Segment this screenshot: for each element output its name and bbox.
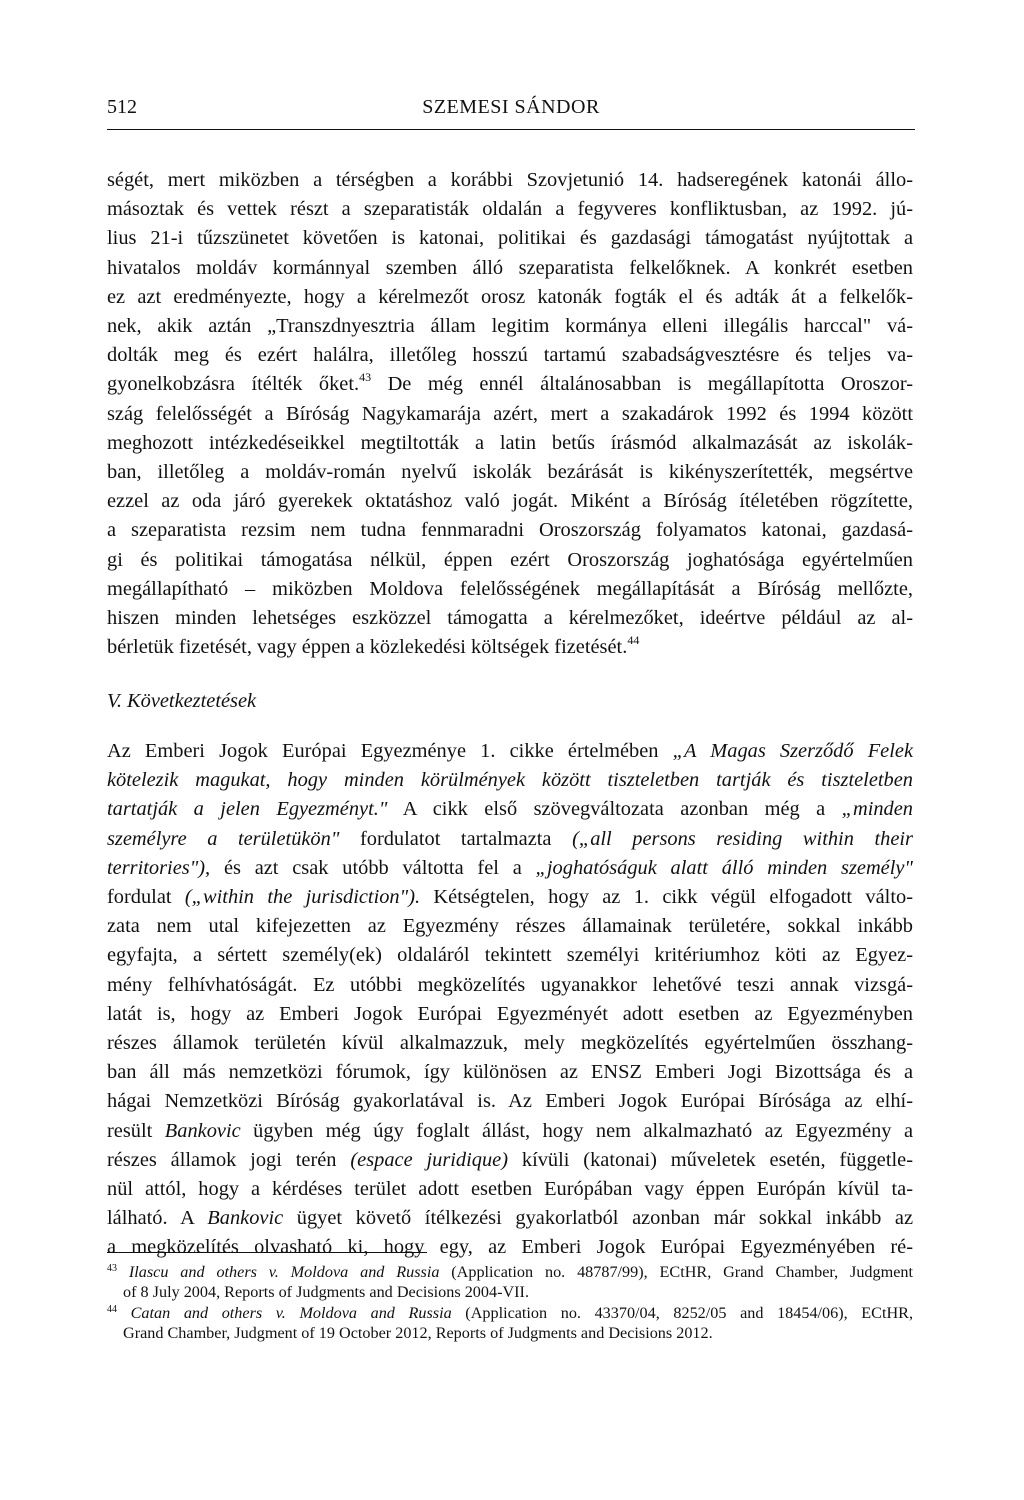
text-line: zata nem utal kifejezetten az Egyezmény részes államainak területére, sokkal inkább xyxy=(107,915,913,938)
text-line: a szeparatista rezsim nem tudna fennmaradni Oroszország folyamatos katonai, gazdasá- xyxy=(107,519,913,542)
text-segment: Az Emberi Jogok Európai Egyezménye 1. cikke értelmében xyxy=(107,740,673,762)
text-line: hágai Nemzetközi Bíróság gyakorlatával is. Az Emberi Jogok Európai Bírósága az elhí- xyxy=(107,1090,913,1113)
text-line: dolták meg és ezért halálra, illetőleg hosszú tartamú szabadságvesztésre és teljes va- xyxy=(107,344,913,367)
text-line xyxy=(107,737,913,766)
paragraph-2 xyxy=(107,737,913,1263)
page-header xyxy=(107,96,915,126)
footnote-43 xyxy=(107,1262,913,1302)
quote-segment: („within the jurisdiction"). xyxy=(184,886,421,909)
text-segment: fordulat xyxy=(107,886,185,909)
case-name: Bankovic xyxy=(207,1207,284,1230)
footnote-separator xyxy=(107,1252,427,1253)
text-segment: A cikk első szövegváltozata azonban még a xyxy=(387,798,842,821)
text-segment: lálható. A xyxy=(107,1207,208,1230)
quote-segment: tartatják a jelen Egyezményt." xyxy=(107,798,388,821)
text-line: egyfajta, a sértett személy(ek) oldaláról tekintett személyi kritériumhoz köti az Egyez- xyxy=(107,944,913,967)
text-line: megállapítható – miközben Moldova felelősségének megállapítását a Bíróság mellőzte, xyxy=(107,577,913,600)
text-line: hivatalos moldáv kormánnyal szemben álló szeparatista felkelőknek. A konkrét esetben xyxy=(107,256,913,279)
quote-segment: kötelezik magukat, hogy minden körülmények között tiszteletben tartják és tiszteletben xyxy=(107,769,913,792)
footnote-ref-43[interactable]: 43 xyxy=(359,370,372,385)
text-segment: Kétségtelen, hogy az 1. cikk végül elfogadott válto- xyxy=(420,886,913,909)
footnote-ref-44[interactable]: 44 xyxy=(627,633,640,648)
term-segment: (espace juridique) xyxy=(350,1148,509,1171)
text-line: szág felelősségét a Bíróság Nagykamarája azért, mert a szakadárok 1992 és 1994 között xyxy=(107,402,913,425)
text-segment: kívüli (katonai) műveletek esetén, függetle- xyxy=(508,1148,914,1171)
text-line xyxy=(107,825,913,854)
quote-segment: „minden xyxy=(841,798,913,821)
quote-segment: „A Magas Szerződő Felek xyxy=(672,740,913,762)
footnote-number: 44 xyxy=(107,1304,117,1315)
text-segment: fordulatot tartalmazta xyxy=(339,827,573,850)
text-segment: bérletük fizetését, vagy éppen a közlekedési költségek fizetését. xyxy=(107,636,628,659)
footnote-text: (Application no. 48787/99), ECtHR, Grand Chamber, Judgment xyxy=(439,1263,913,1281)
text-line xyxy=(107,766,913,795)
text-segment: resült xyxy=(107,1119,165,1142)
text-line: ban áll más nemzetközi fórumok, így különösen az ENSZ Emberi Jogi Bizottsága és a xyxy=(107,1061,913,1084)
footnote-case-title: Catan and others v. Moldova and Russia xyxy=(130,1304,452,1322)
quote-segment: személyre a területükön" xyxy=(107,827,340,850)
quote-segment: territories"), xyxy=(107,856,211,879)
text-line xyxy=(107,795,913,824)
footnotes xyxy=(107,1262,913,1343)
text-line: részes államok területén kívül alkalmazzuk, mely megközelítés egyértelműen összhang- xyxy=(107,1032,913,1055)
footnote-line: Grand Chamber, Judgment of 19 October 2012, Reports of Judgments and Decisions 2012. xyxy=(123,1324,713,1342)
case-name: Bankovic xyxy=(164,1119,241,1142)
text-segment: ügyben még úgy foglalt állást, hogy nem alkalmazható az Egyezmény a xyxy=(240,1119,913,1142)
text-line xyxy=(107,1204,913,1233)
text-line: másoztak és vettek részt a szeparatisták oldalán a fegyveres konfliktusban, az 1992. jú- xyxy=(107,198,913,221)
text-line: ezzel az oda járó gyerekek oktatáshoz való jogát. Miként a Bíróság ítéletében rögzítette, xyxy=(107,490,913,513)
text-line: a megközelítés olvasható ki, hogy egy, az Emberi Jogok Európai Egyezményében ré- xyxy=(107,1236,913,1259)
text-line xyxy=(107,854,913,883)
footnote-text: (Application no. 43370/04, 8252/05 and 18454/06), ECtHR, xyxy=(451,1304,913,1322)
footnote-case-title: Ilascu and others v. Moldova and Russia xyxy=(128,1263,440,1281)
text-line: gi és politikai támogatása nélkül, éppen ezért Oroszország joghatósága egyértelműen xyxy=(107,548,913,571)
text-line xyxy=(107,370,913,399)
quote-segment: „joghatóságuk alatt álló minden személy" xyxy=(535,856,913,879)
text-line xyxy=(107,883,913,912)
text-line: nül attól, hogy a kérdéses terület adott esetben Európában vagy éppen Európán kívül ta- xyxy=(107,1178,913,1201)
footnote-line xyxy=(107,1303,913,1323)
footnote-line xyxy=(107,1262,913,1282)
text-segment: részes államok jogi terén xyxy=(107,1148,351,1171)
text-line xyxy=(107,633,913,662)
page-number: 512 xyxy=(107,96,137,118)
text-segment: gyonelkobzásra ítélték őket. xyxy=(107,373,360,396)
text-line: meghozott intézkedéseikkel megtiltották a latin betűs írásmód alkalmazását az iskolák- xyxy=(107,431,913,454)
text-segment: De még ennél általánosabban is megállapította Oroszor- xyxy=(371,373,913,396)
quote-segment: („all persons residing within their xyxy=(572,827,913,850)
text-segment: és azt csak utóbb váltotta fel a xyxy=(210,856,536,879)
section-heading: V. Következtetések xyxy=(107,690,257,712)
text-line xyxy=(107,1146,913,1175)
text-line: ban, illetőleg a moldáv-román nyelvű iskolák bezárását is kikényszerítették, megsértve xyxy=(107,461,913,484)
text-line: hiszen minden lehetséges eszközzel támogatta a kérelmezőket, ideértve például az al- xyxy=(107,607,913,630)
text-segment: ügyet követő ítélkezési gyakorlatból azonban már sokkal inkább az xyxy=(283,1207,913,1230)
footnote-number: 43 xyxy=(107,1263,117,1274)
text-line: latát is, hogy az Emberi Jogok Európai Egyezményét adott esetben az Egyezményben xyxy=(107,1002,913,1025)
text-line: lius 21-i tűzszünetet követően is katonai, politikai és gazdasági támogatást nyújtottak a xyxy=(107,227,913,250)
text-line: ez azt eredményezte, hogy a kérelmezőt orosz katonák fogták el és adták át a felkelők- xyxy=(107,285,913,308)
text-line: ségét, mert miközben a térségben a korábbi Szovjetunió 14. hadseregének katonái állo- xyxy=(107,169,913,191)
header-rule xyxy=(107,129,915,130)
paragraph-1 xyxy=(107,166,913,662)
running-title: SZEMESI SÁNDOR xyxy=(422,96,600,118)
text-line: mény felhívhatóságát. Ez utóbbi megközelítés ugyanakkor lehetővé teszi annak vizsgá- xyxy=(107,973,913,996)
text-line xyxy=(107,1117,913,1146)
footnote-44 xyxy=(107,1303,913,1343)
text-line: nek, akik aztán „Transzdnyesztria állam legitim kormánya elleni illegális harccal" vá- xyxy=(107,315,913,338)
footnote-line: of 8 July 2004, Reports of Judgments and Decisions 2004-VII. xyxy=(123,1283,529,1301)
